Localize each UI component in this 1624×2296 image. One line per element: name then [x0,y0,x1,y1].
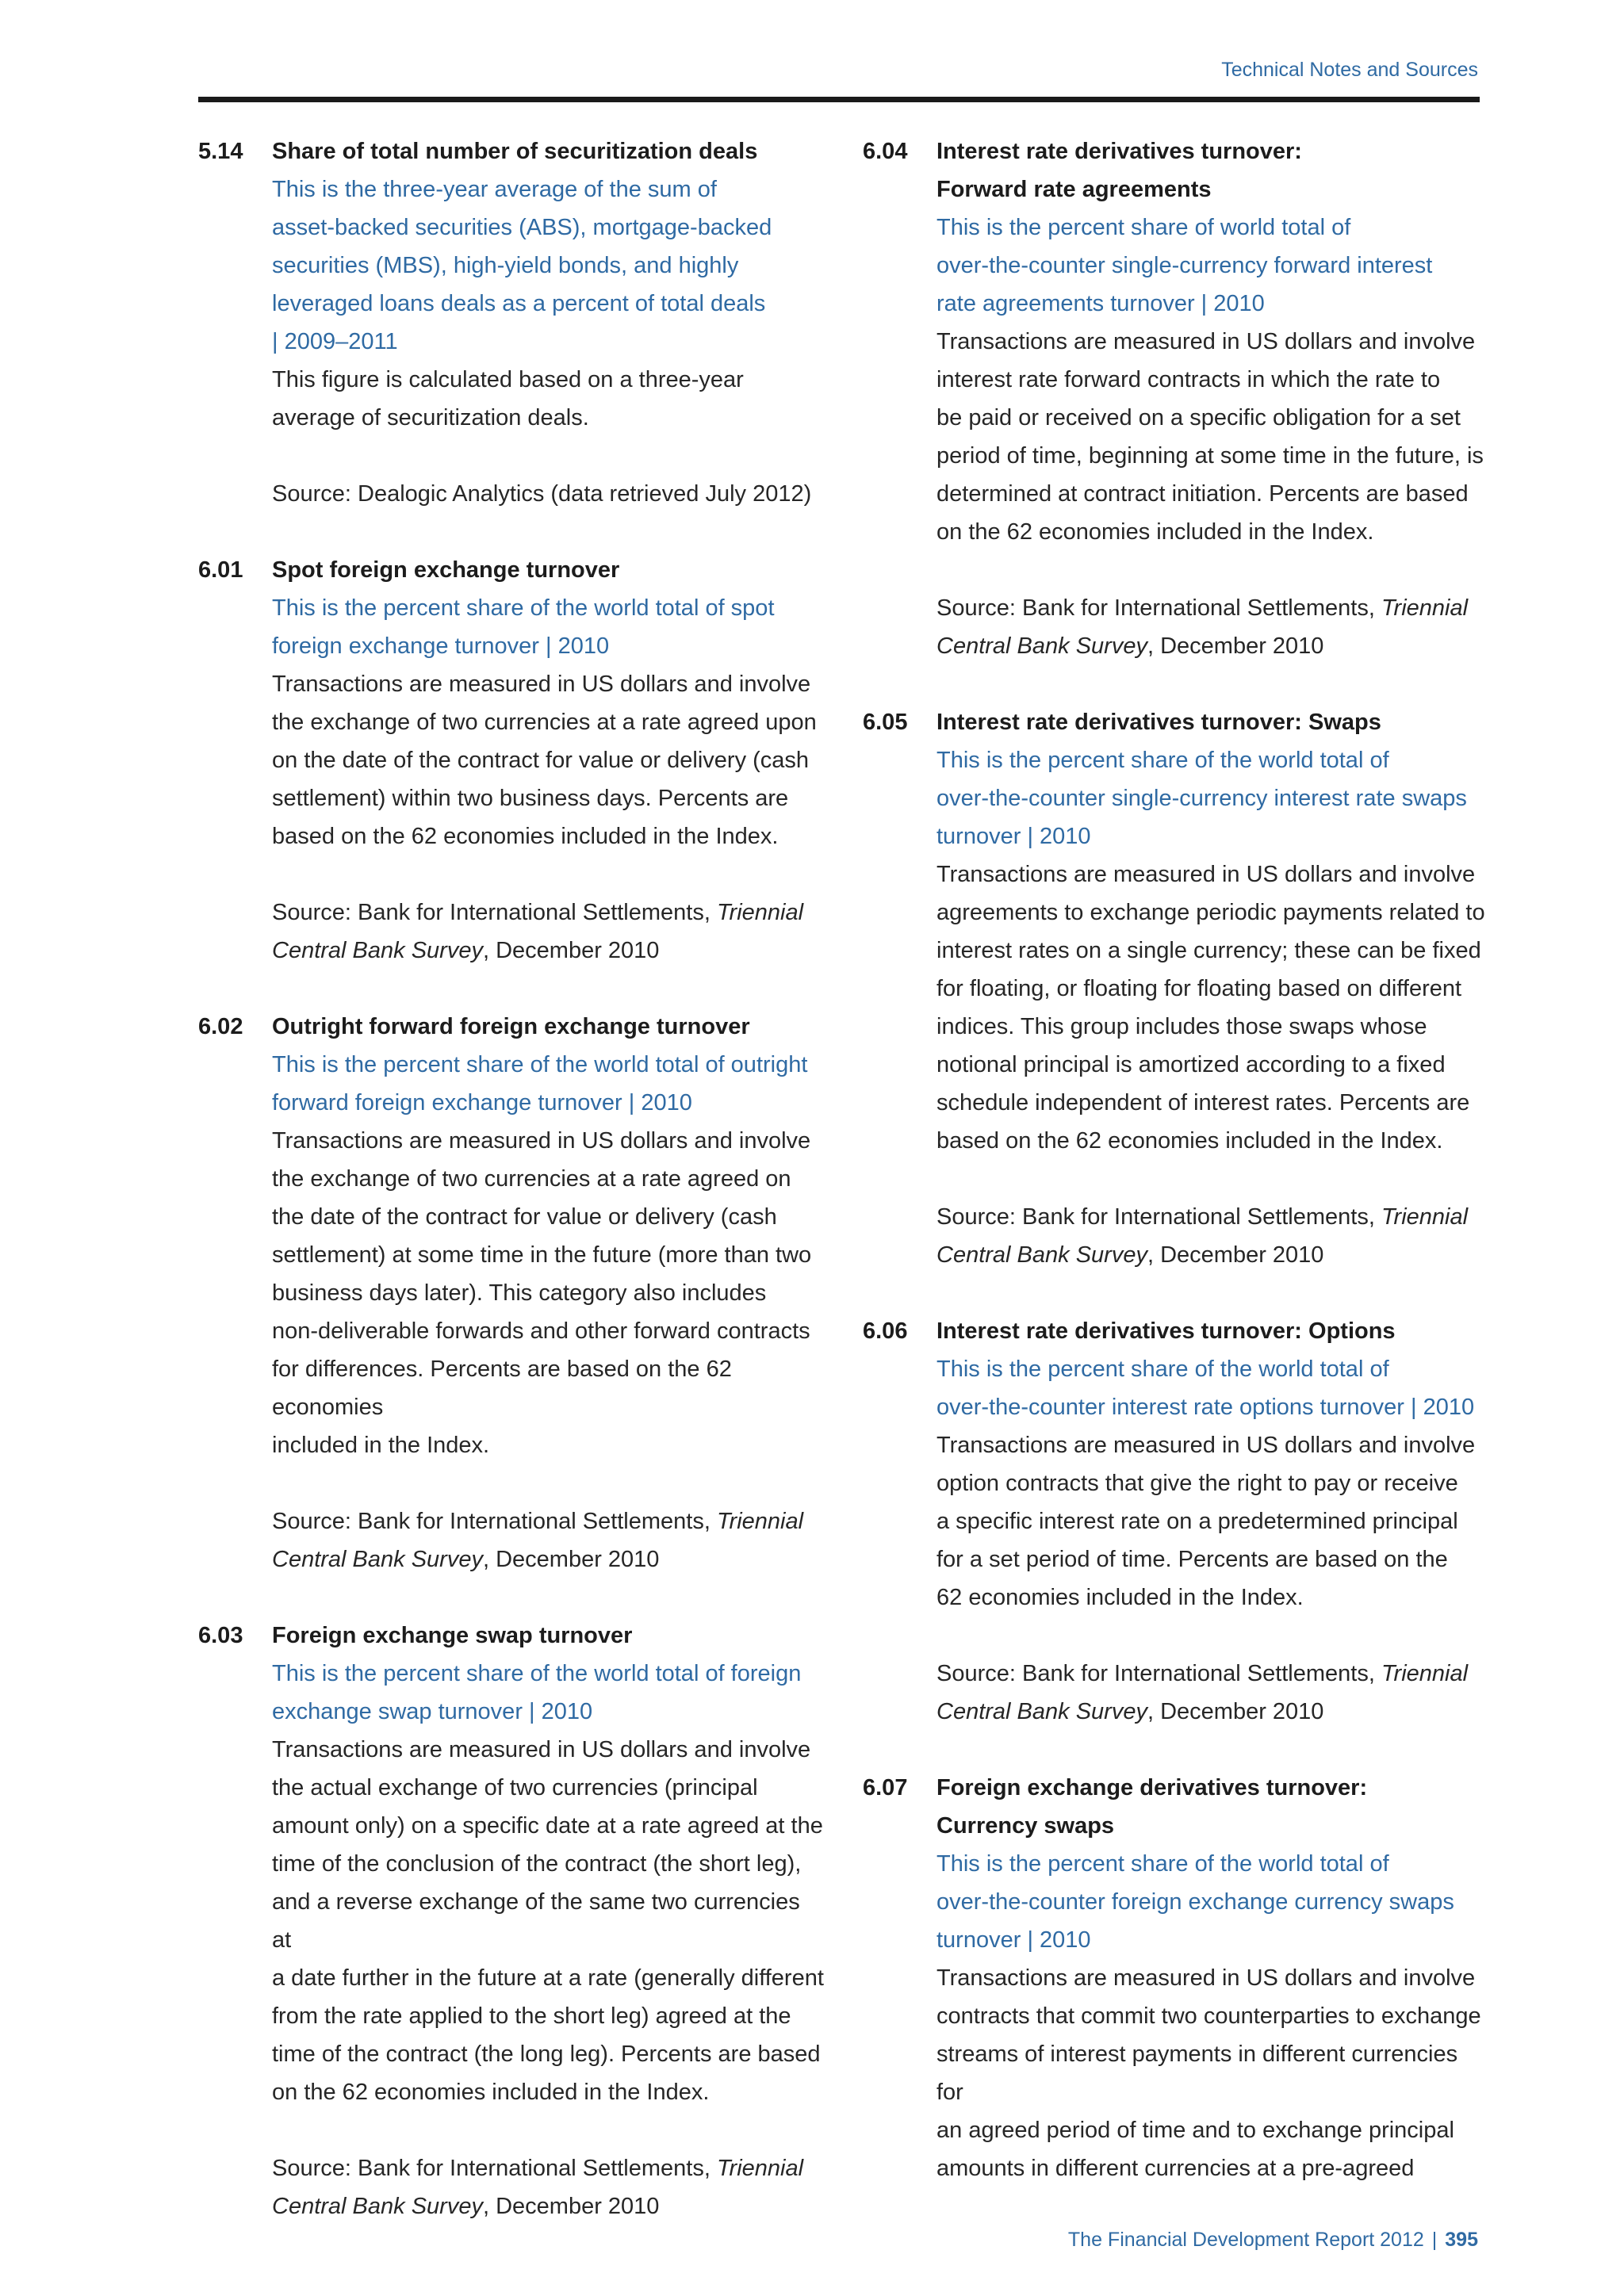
entry-description: Transactions are measured in US dollars and involve [272,1737,811,1762]
source-text: Source: Bank for International Settlements, [936,595,1381,621]
entry-description: settlement) at some time in the future (more than two [272,1242,812,1268]
entry-body [272,1617,825,2225]
note-entry [198,132,825,513]
note-entry [863,703,1489,1274]
entry-body [272,551,825,970]
entry-source [272,894,825,932]
entry-description: included in the Index. [272,1433,490,1458]
source-publication: Triennial [1381,1661,1469,1686]
source-text: Source: Bank for International Settlements, [936,1661,1381,1686]
source-publication: Triennial [1381,595,1469,621]
entry-body [936,703,1489,1274]
footer-separator: | [1431,2229,1438,2251]
entry-description: contracts that commit two counterparties to exchange [936,2003,1481,2029]
entry-description: for a set period of time. Percents are based on the [936,1547,1448,1572]
entry-description: interest rate forward contracts in which the rate to [936,367,1441,392]
entry-source-continued [272,2187,825,2225]
entry-definition: turnover | 2010 [936,1927,1091,1953]
source-publication: Central Bank Survey [936,1699,1147,1724]
entry-definition: | 2009–2011 [272,329,398,354]
entry-definition: leveraged loans deals as a percent of total deals [272,291,766,316]
entry-description: Transactions are measured in US dollars and involve [272,672,811,697]
entry-description: determined at contract initiation. Percents are based [936,481,1469,507]
entry-description: non-deliverable forwards and other forward contracts [272,1318,810,1344]
entry-definition: turnover | 2010 [936,824,1091,849]
page-footer [1068,2229,1478,2252]
entry-source-continued [272,1540,825,1578]
source-text: Source: Bank for International Settlements, [272,2156,717,2181]
source-date: , December 2010 [1147,633,1324,659]
entry-description: notional principal is amortized according to a fixed [936,1052,1446,1077]
entry-description: settlement) within two business days. Percents are [272,786,789,811]
header-rule [198,97,1480,102]
note-entry [198,551,825,970]
entry-description: for floating, or floating for floating based on different [936,976,1462,1001]
entry-source [272,475,825,513]
source-text: Source: Dealogic Analytics (data retrieved July 2012) [272,481,812,507]
entry-definition: over-the-counter foreign exchange currency swaps [936,1889,1454,1915]
source-text: Source: Bank for International Settlements, [936,1204,1381,1230]
entry-definition: over-the-counter interest rate options turnover | 2010 [936,1395,1475,1420]
entry-definition: This is the percent share of world total of [936,215,1351,240]
entry-definition: exchange swap turnover | 2010 [272,1699,593,1724]
source-publication: Central Bank Survey [936,633,1147,659]
entry-description: Transactions are measured in US dollars and involve [936,1965,1476,1991]
entry-source [936,589,1489,627]
entry-definition: This is the three-year average of the sum of [272,177,717,202]
note-entry [863,132,1489,665]
source-publication: Central Bank Survey [272,2194,483,2219]
entry-title: Currency swaps [936,1813,1115,1839]
entry-source-continued [936,627,1489,665]
entry-definition: rate agreements turnover | 2010 [936,291,1265,316]
entry-title: Interest rate derivatives turnover: Swaps [936,710,1381,735]
entry-body [936,1769,1489,2187]
entry-description: amounts in different currencies at a pre-agreed [936,2156,1415,2181]
entry-description: time of the conclusion of the contract (the short leg), [272,1851,802,1877]
report-title: The Financial Development Report 2012 [1067,2229,1424,2251]
entry-body [936,132,1489,665]
entry-number: 6.03 [198,1623,243,1648]
entry-description: a specific interest rate on a predetermined principal [936,1509,1458,1534]
source-date: , December 2010 [482,2194,660,2219]
entry-body [272,1008,825,1578]
entry-definition: over-the-counter single-currency interest rate swaps [936,786,1467,811]
entry-source [936,1655,1489,1693]
note-entry [198,1008,825,1578]
source-publication: Central Bank Survey [272,1547,483,1572]
entry-title: Spot foreign exchange turnover [272,557,620,583]
entry-definition: securities (MBS), high-yield bonds, and highly [272,253,739,278]
entry-definition: This is the percent share of the world total of [936,748,1389,773]
entry-title: Foreign exchange derivatives turnover: [936,1775,1368,1800]
entry-number: 6.01 [198,557,243,583]
source-publication: Triennial [1381,1204,1469,1230]
entry-description: the actual exchange of two currencies (principal [272,1775,758,1800]
entry-description: average of securitization deals. [272,405,589,430]
source-text: Source: Bank for International Settlements, [272,900,717,925]
source-publication: Triennial [716,1509,804,1534]
entry-description: Transactions are measured in US dollars and involve [936,1433,1476,1458]
entry-description: be paid or received on a specific obligation for a set [936,405,1461,430]
entry-title: Foreign exchange swap turnover [272,1623,633,1648]
note-entry [863,1312,1489,1731]
entry-description: time of the contract (the long leg). Percents are based [272,2042,821,2067]
source-publication: Central Bank Survey [936,1242,1147,1268]
entry-definition: This is the percent share of the world total of outright [272,1052,808,1077]
entry-description: option contracts that give the right to pay or receive [936,1471,1458,1496]
entry-source-continued [272,932,825,970]
entry-description: and a reverse exchange of the same two currencies at [272,1889,800,1953]
source-date: , December 2010 [482,938,660,963]
entry-description: a date further in the future at a rate (generally different [272,1965,824,1991]
entry-definition: This is the percent share of the world total of foreign [272,1661,802,1686]
entry-description: business days later). This category also includes [272,1280,767,1306]
left-column [198,132,825,2263]
entry-definition: This is the percent share of the world total of spot [272,595,775,621]
source-text: Source: Bank for International Settlements, [272,1509,717,1534]
entry-title: Forward rate agreements [936,177,1212,202]
right-column [863,132,1489,2225]
entry-number: 6.04 [863,139,908,164]
entry-description: the exchange of two currencies at a rate agreed on [272,1166,791,1192]
entry-number: 6.02 [198,1014,243,1039]
note-entry [198,1617,825,2225]
source-publication: Triennial [716,900,804,925]
entry-description: the exchange of two currencies at a rate agreed upon [272,710,817,735]
entry-description: schedule independent of interest rates. Percents are [936,1090,1470,1115]
entry-definition: This is the percent share of the world total of [936,1851,1389,1877]
entry-description: This figure is calculated based on a three-year [272,367,744,392]
entry-body [936,1312,1489,1731]
entry-description: based on the 62 economies included in the Index. [272,824,779,849]
entry-definition: foreign exchange turnover | 2010 [272,633,610,659]
entry-number: 6.05 [863,710,908,735]
entry-description: an agreed period of time and to exchange principal [936,2118,1454,2143]
entry-description: on the 62 economies included in the Index. [936,519,1374,545]
entry-description: from the rate applied to the short leg) agreed at the [272,2003,791,2029]
source-date: , December 2010 [482,1547,660,1572]
entry-description: for differences. Percents are based on the 62 economies [272,1357,732,1420]
entry-source-continued [936,1236,1489,1274]
entry-definition: This is the percent share of the world total of [936,1357,1389,1382]
entry-source [936,1198,1489,1236]
page-number: 395 [1445,2229,1478,2251]
entry-description: agreements to exchange periodic payments related to [936,900,1485,925]
entry-title: Interest rate derivatives turnover: Options [936,1318,1396,1344]
entry-description: amount only) on a specific date at a rate agreed at the [272,1813,823,1839]
entry-description: period of time, beginning at some time in the future, is [936,443,1484,469]
entry-description: on the 62 economies included in the Index. [272,2080,710,2105]
entry-title: Interest rate derivatives turnover: [936,139,1302,164]
entry-definition: forward foreign exchange turnover | 2010 [272,1090,692,1115]
entry-description: Transactions are measured in US dollars and involve [936,329,1476,354]
note-entry [863,1769,1489,2187]
entry-definition: over-the-counter single-currency forward interest [936,253,1433,278]
entry-description: 62 economies included in the Index. [936,1585,1304,1610]
entry-number: 6.06 [863,1318,908,1344]
entry-description: indices. This group includes those swaps whose [936,1014,1427,1039]
entry-description: on the date of the contract for value or delivery (cash [272,748,810,773]
entry-number: 5.14 [198,139,243,164]
entry-description: based on the 62 economies included in the Index. [936,1128,1443,1154]
entry-title: Outright forward foreign exchange turnover [272,1014,750,1039]
entry-definition: asset-backed securities (ABS), mortgage-backed [272,215,772,240]
entry-description: Transactions are measured in US dollars and involve [272,1128,811,1154]
entry-source [272,1502,825,1540]
entry-number: 6.07 [863,1775,908,1800]
entry-source [272,2149,825,2187]
running-head: Technical Notes and Sources [1221,59,1478,81]
entry-title: Share of total number of securitization deals [272,139,758,164]
entry-description: the date of the contract for value or delivery (cash [272,1204,777,1230]
entry-description: Transactions are measured in US dollars and involve [936,862,1476,887]
source-date: , December 2010 [1147,1699,1324,1724]
entry-description: interest rates on a single currency; these can be fixed [936,938,1481,963]
entry-source-continued [936,1693,1489,1731]
entry-body [272,132,825,513]
source-publication: Triennial [716,2156,804,2181]
source-date: , December 2010 [1147,1242,1324,1268]
source-publication: Central Bank Survey [272,938,483,963]
entry-description: streams of interest payments in different currencies for [936,2042,1458,2105]
